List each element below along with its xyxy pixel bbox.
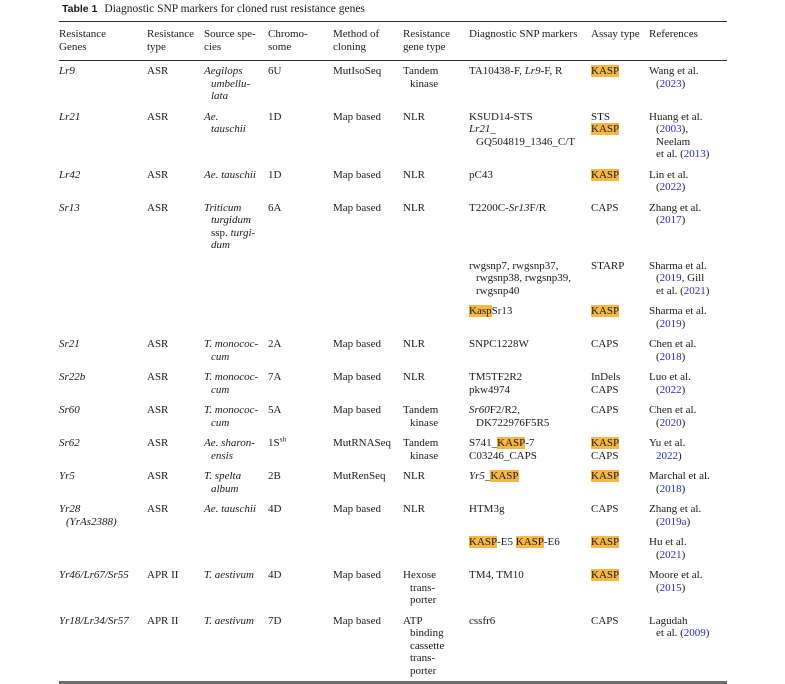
table-cell: TA10438-F, Lr9-F, R xyxy=(469,65,563,77)
column-header: References xyxy=(649,28,698,40)
table-cell: ASR xyxy=(147,404,169,416)
table-cell: $1S^{sh}$ xyxy=(268,434,287,449)
table-cell: Lr42 xyxy=(59,168,81,181)
table-cell: Map based xyxy=(333,569,381,581)
table-cell: rwgsnp7, rwgsnp37, rwgsnp38, rwgsnp39, rwgsnp40 xyxy=(469,259,572,297)
kasp-highlight: Kasp xyxy=(469,305,492,317)
table-cell: Map based xyxy=(333,110,381,123)
table-cell: NLR xyxy=(403,110,425,123)
table-cell: Luo et al. (2022) xyxy=(649,371,691,396)
table-cell: Ae. tauschii xyxy=(204,168,256,181)
table-cell: Tandem kinase xyxy=(403,437,439,462)
table-cell: Moore et al. (2015) xyxy=(649,569,703,594)
table-cell: CAPS xyxy=(591,614,619,627)
table-cell: Ae. sharon- ensis xyxy=(204,437,255,462)
table-cell xyxy=(403,532,469,565)
table-cell: 4D xyxy=(268,503,282,515)
table-cell: ASR xyxy=(147,503,169,515)
table-cell: ASR xyxy=(147,470,169,482)
reference-year-link[interactable]: 2022 xyxy=(656,449,678,462)
table-cell: NLR xyxy=(403,338,425,350)
table-cell: 2A xyxy=(268,338,282,350)
table-cell: Map based xyxy=(333,338,381,350)
table-row xyxy=(59,198,727,256)
table-row xyxy=(59,499,727,532)
table-cell: T. monococ- cum xyxy=(204,404,259,429)
reference-year-link[interactable]: 2019 xyxy=(659,272,682,284)
reference-year-link[interactable]: 2021 xyxy=(659,548,682,561)
table-cell: STS KASP xyxy=(591,110,620,135)
table-cell xyxy=(147,532,204,565)
table-cell xyxy=(268,532,333,565)
table-row xyxy=(59,256,727,302)
table-row xyxy=(59,565,727,611)
table-cell: Lr21 xyxy=(59,110,81,123)
table-cell xyxy=(59,256,147,302)
table-row xyxy=(59,301,727,334)
table-cell: STARP xyxy=(591,259,625,272)
table-cell: Aegilops umbellu- lata xyxy=(204,65,251,102)
kasp-highlight: KASP xyxy=(591,305,620,317)
table-cell: ATP binding cassette trans- porter xyxy=(403,614,445,677)
header-row xyxy=(59,22,727,61)
table-cell: KSUD14-STS Lr21_ GQ504819_1346_C/T xyxy=(469,110,575,148)
column-header: Assay type xyxy=(591,28,640,40)
kasp-highlight: KASP xyxy=(591,123,620,135)
table-cell: KaspSr13 xyxy=(469,305,513,317)
table-cell: Map based xyxy=(333,371,381,383)
table-cell: Yr28 (YrAs2388) xyxy=(59,503,117,528)
reference-year-link[interactable]: 2003 xyxy=(659,123,682,135)
reference-year-link[interactable]: 2013 xyxy=(683,148,706,160)
table-cell: T. aestivum xyxy=(204,569,254,581)
column-header: Source spe- cies xyxy=(204,28,256,53)
table-row xyxy=(59,532,727,565)
table-cell: ASR xyxy=(147,437,169,449)
table-cell: S741_KASP-7 C03246_CAPS xyxy=(469,437,537,462)
table-cell xyxy=(59,532,147,565)
table-cell xyxy=(403,301,469,334)
table-cell: NLR xyxy=(403,371,425,383)
kasp-highlight: KASP xyxy=(515,536,544,548)
table-cell xyxy=(591,466,649,499)
table-cell: Ae. tauschii xyxy=(204,503,256,515)
table-cell: Yr18/Lr34/Sr57 xyxy=(59,614,129,627)
table-cell: KASP-E5 KASP-E6 xyxy=(469,536,560,548)
table-row xyxy=(59,611,727,683)
table-caption-text: Diagnostic SNP markers for cloned rust resistance genes xyxy=(104,3,365,15)
table-cell: T. spelta album xyxy=(204,470,242,495)
table-cell: MutIsoSeq xyxy=(333,65,382,77)
table-body xyxy=(59,61,727,683)
table-cell: Marchal et al. (2018) xyxy=(649,470,710,495)
kasp-highlight: KASP xyxy=(591,470,620,482)
table-cell: Yr46/Lr67/Sr55 xyxy=(59,569,129,581)
kasp-highlight: KASP xyxy=(591,569,620,581)
table-cell: Tandem kinase xyxy=(403,404,439,429)
table-cell xyxy=(268,256,333,302)
table-cell: APR II xyxy=(147,614,179,627)
table-cell: 4D xyxy=(268,569,282,581)
table-cell: NLR xyxy=(403,201,425,214)
table-row xyxy=(59,433,727,466)
table-cell: NLR xyxy=(403,168,425,181)
table-cell: Lr9 xyxy=(59,65,75,77)
table-cell: Yr5 xyxy=(59,470,75,482)
table-cell: HTM3g xyxy=(469,503,505,515)
reference-year-link[interactable]: 2018 xyxy=(659,350,682,363)
kasp-highlight: KASP xyxy=(591,536,620,548)
reference-year-link[interactable]: 2023 xyxy=(659,77,682,90)
reference-year-link[interactable]: 2022 xyxy=(659,181,682,193)
table-cell: Sr60 xyxy=(59,404,80,416)
table-row xyxy=(59,367,727,400)
table-cell: SNPC1228W xyxy=(469,338,529,350)
reference-year-link[interactable]: 2018 xyxy=(659,482,682,495)
table-cell xyxy=(591,165,649,198)
table-cell xyxy=(591,532,649,565)
table-row xyxy=(59,400,727,433)
table-caption xyxy=(62,3,365,15)
table-cell: Sr62 xyxy=(59,437,80,449)
table-cell xyxy=(333,301,403,334)
table-cell: 6U xyxy=(268,65,282,77)
table-cell: Sharma et al. (2019) xyxy=(649,305,707,330)
table-cell: Lagudah et al. (2009) xyxy=(649,614,710,639)
table-cell: Sr60F2/R2, DK722976F5R5 xyxy=(469,404,550,429)
column-header: Resistance gene type xyxy=(403,28,451,53)
table-cell: ASR xyxy=(147,338,169,350)
table-cell: Sr13 xyxy=(59,201,80,214)
table-cell: ASR xyxy=(147,168,169,181)
table-cell: Zhang et al. (2019a) xyxy=(649,503,702,528)
kasp-highlight: KASP xyxy=(591,65,620,77)
table-cell: Chen et al. (2020) xyxy=(649,404,697,429)
snp-markers-table xyxy=(59,21,727,684)
table-cell xyxy=(204,301,268,334)
table-row xyxy=(59,107,727,165)
table-cell: Sharma et al. (2019, Gill et al. (2021) xyxy=(649,259,710,297)
table-cell: 7A xyxy=(268,371,282,383)
table-cell xyxy=(268,301,333,334)
column-header: Method of cloning xyxy=(333,28,380,53)
table-cell: NLR xyxy=(403,503,425,515)
table-cell xyxy=(591,61,649,107)
table-cell: Ae. tauschii xyxy=(204,110,246,135)
table-cell: Chen et al. (2018) xyxy=(649,338,697,363)
table-cell: 2B xyxy=(268,470,281,482)
table-cell: Hexose trans- porter xyxy=(403,569,437,606)
table-cell: CAPS xyxy=(591,503,619,515)
table-cell xyxy=(204,532,268,565)
table-row xyxy=(59,61,727,107)
table-cell: 6A xyxy=(268,201,282,214)
table-cell: Zhang et al. (2017) xyxy=(649,201,702,226)
table-cell: 1D xyxy=(268,110,282,123)
reference-year-link[interactable]: 2017 xyxy=(659,214,682,226)
table-cell: Huang et al. (2003), Neelam et al. (2013) xyxy=(649,110,710,160)
table-cell: Yu et al. 2022) xyxy=(649,437,686,462)
table-cell: Lin et al. (2022) xyxy=(649,168,689,193)
table-cell: ASR xyxy=(147,201,169,214)
table-cell: T. monococ- cum xyxy=(204,338,259,363)
table-cell: T2200C-Sr13F/R xyxy=(469,201,547,214)
table-cell: ASR xyxy=(147,371,169,383)
table-cell: Hu et al. (2021) xyxy=(649,536,687,561)
table-cell: Map based xyxy=(333,404,381,416)
reference-year-link[interactable]: 2015 xyxy=(659,581,682,594)
table-cell: Map based xyxy=(333,201,381,214)
table-cell: MutRNASeq xyxy=(333,437,392,449)
table-cell xyxy=(333,256,403,302)
reference-year-link[interactable]: 2021 xyxy=(683,284,706,297)
table-cell xyxy=(333,532,403,565)
table-cell xyxy=(204,256,268,302)
table-row xyxy=(59,334,727,367)
table-cell: ASR xyxy=(147,65,169,77)
table-caption-label: Table 1 xyxy=(62,3,98,15)
column-header: Diagnostic SNP markers xyxy=(469,28,578,40)
table-cell: TM5TF2R2 pkw4974 xyxy=(469,371,523,396)
table-cell: CAPS xyxy=(591,201,619,214)
kasp-highlight: KASP xyxy=(591,437,620,449)
reference-year-link[interactable]: 2019 xyxy=(659,317,682,330)
table-cell: CAPS xyxy=(591,404,619,416)
table-cell: APR II xyxy=(147,569,179,581)
column-header: Resistance Genes xyxy=(59,28,107,53)
reference-year-link[interactable]: 2022 xyxy=(659,383,682,396)
table-cell: InDels CAPS xyxy=(591,371,621,396)
table-cell: T. monococ- cum xyxy=(204,371,259,396)
table-cell: Map based xyxy=(333,503,381,515)
column-header: Chromo- some xyxy=(268,28,308,53)
table-cell xyxy=(147,301,204,334)
table-cell: TM4, TM10 xyxy=(469,569,524,581)
table-cell xyxy=(59,301,147,334)
table-cell xyxy=(591,565,649,611)
table-cell: cssfr6 xyxy=(469,614,496,627)
table-cell: ASR xyxy=(147,110,169,123)
reference-year-link[interactable]: 2020 xyxy=(659,416,682,429)
kasp-highlight: KASP xyxy=(469,536,498,548)
table-cell: 1D xyxy=(268,168,282,181)
table-cell: Wang et al. (2023) xyxy=(649,65,699,90)
table-cell: Yr5_KASP xyxy=(469,470,519,482)
table-cell xyxy=(591,301,649,334)
table-row xyxy=(59,165,727,198)
table-cell: KASP CAPS xyxy=(591,437,620,462)
kasp-highlight: KASP xyxy=(497,437,526,449)
table-cell: Sr21 xyxy=(59,338,80,350)
reference-year-link[interactable]: 2019a xyxy=(659,515,687,528)
kasp-highlight: KASP xyxy=(591,168,620,181)
table-cell: T. aestivum xyxy=(204,614,254,627)
table-cell: CAPS xyxy=(591,338,619,350)
table-cell xyxy=(403,256,469,302)
table-cell: pC43 xyxy=(469,168,493,181)
table-cell: Map based xyxy=(333,168,381,181)
table-cell: Triticum turgidum ssp. turgi- dum xyxy=(204,201,256,251)
table-cell xyxy=(147,256,204,302)
table-cell: Sr22b xyxy=(59,371,86,383)
table-cell: 5A xyxy=(268,404,282,416)
reference-year-link[interactable]: 2009 xyxy=(683,627,706,639)
kasp-highlight: KASP xyxy=(490,470,519,482)
table-row xyxy=(59,466,727,499)
table-cell: Map based xyxy=(333,614,381,627)
table-cell: 7D xyxy=(268,614,282,627)
table-cell: NLR xyxy=(403,470,425,482)
table-cell: MutRenSeq xyxy=(333,470,386,482)
column-header: Resistance type xyxy=(147,28,195,53)
table-cell: Tandem kinase xyxy=(403,65,439,90)
